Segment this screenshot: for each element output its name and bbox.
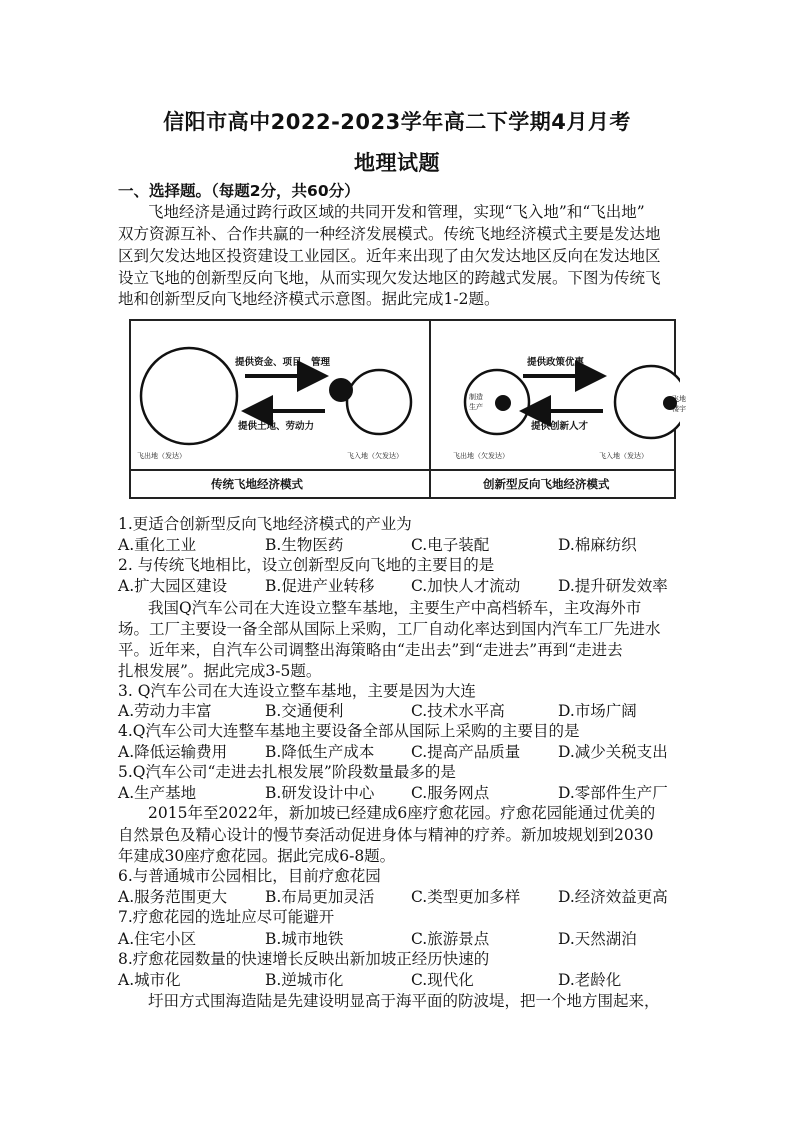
question-5-options	[118, 783, 678, 803]
option-c: C.现代化	[411, 971, 474, 989]
passage-line: 扎根发展”。据此完成3-5题。	[118, 662, 322, 680]
passage-line: 区到欠发达地区投资建设工业园区。近年来出现了由欠发达地区反向在发达地区	[118, 247, 661, 265]
option-c: C.类型更加多样	[411, 888, 521, 906]
option-b: B.交通便利	[265, 702, 344, 720]
enclave-economy-figure	[125, 314, 686, 500]
production-label-1: 制造	[469, 393, 483, 401]
passage-line: 地和创新型反向飞地经济模式示意图。据此完成1-2题。	[118, 290, 500, 308]
passage-line: 2015年至2022年，新加坡已经建成6座疗愈花园。疗愈花园能通过优美的	[148, 804, 656, 822]
question-6-stem: 6.与普通城市公园相比，目前疗愈花园	[118, 867, 381, 885]
passage-line: 设立飞地的创新型反向飞地，从而实现欠发达地区的跨越式发展。下图为传统飞	[118, 269, 661, 287]
option-a: A.降低运输费用	[118, 743, 228, 761]
left-origin-label: 飞出地（发达）	[137, 452, 186, 460]
question-4-stem: 4.Q汽车公司大连整车基地主要设备全部从国际上采购的主要目的是	[118, 722, 580, 740]
option-a: A.住宅小区	[118, 930, 197, 948]
left-destination-label: 飞入地（欠发达）	[347, 452, 403, 460]
option-b: B.逆城市化	[265, 971, 344, 989]
question-3-stem: 3. Q汽车公司在大连设立整车基地，主要是因为大连	[118, 682, 476, 700]
passage-line: 飞地经济是通过跨行政区域的共同开发和管理，实现“飞入地”和“飞出地”	[148, 203, 645, 221]
passage-line: 圩田方式围海造陆是先建设明显高于海平面的防波堤，把一个地方围起来，	[148, 992, 660, 1010]
option-d: D.天然湖泊	[558, 930, 637, 948]
left-arrow-bottom-label: 提供土地、劳动力	[238, 421, 315, 432]
option-d: D.经济效益更高	[558, 888, 668, 906]
option-d: D.老龄化	[558, 971, 622, 989]
exam-title: 信阳市高中2022-2023学年高二下学期4月月考	[163, 110, 631, 134]
passage-line: 自然景色及精心设计的慢节奏活动促进身体与精神的疗养。新加坡规划到2030	[118, 826, 654, 844]
question-1-options	[118, 535, 678, 555]
left-arrow-top-label: 提供资金、项目、管理	[235, 357, 331, 368]
question-2-stem: 2. 与传统飞地相比，设立创新型反向飞地的主要目的是	[118, 556, 495, 574]
option-c: C.服务网点	[411, 784, 490, 802]
option-a: A.生产基地	[118, 784, 197, 802]
question-6-options	[118, 887, 678, 907]
question-7-stem: 7.疗愈花园的选址应尽可能避开	[118, 908, 335, 926]
option-d: D.零部件生产厂	[558, 784, 668, 802]
question-8-stem: 8.疗愈花园数量的快速增长反映出新加坡正经历快速的	[118, 950, 490, 968]
option-a: A.城市化	[118, 971, 181, 989]
question-2-options	[118, 576, 678, 596]
option-c: C.旅游景点	[411, 930, 490, 948]
option-a: A.扩大园区建设	[118, 577, 228, 595]
option-c: C.电子装配	[411, 536, 490, 554]
production-label-2: 生产	[469, 403, 483, 411]
enclave-building-label-1: 飞地	[672, 395, 686, 403]
right-origin-label: 飞出地（欠发达）	[453, 452, 509, 460]
option-d: D.棉麻纺织	[558, 536, 637, 554]
right-production-dot	[495, 395, 511, 411]
figure-drawing	[125, 314, 680, 500]
option-b: B.布局更加灵活	[265, 888, 375, 906]
passage-line: 双方资源互补、合作共赢的一种经济发展模式。传统飞地经济模式主要是发达地	[118, 225, 661, 243]
left-big-circle	[141, 348, 237, 444]
option-d: D.市场广阔	[558, 702, 637, 720]
option-a: A.服务范围更大	[118, 888, 228, 906]
option-b: B.生物医药	[265, 536, 344, 554]
enclave-building-label-2: 楼宇	[672, 405, 686, 413]
left-caption: 传统飞地经济模式	[211, 477, 303, 491]
right-arrow-bottom-label: 提供创新人才	[531, 421, 589, 432]
option-b: B.城市地铁	[265, 930, 344, 948]
right-arrow-top-label: 提供政策优惠	[527, 357, 585, 368]
option-a: A.重化工业	[118, 536, 197, 554]
option-b: B.促进产业转移	[265, 577, 375, 595]
option-b: B.研发设计中心	[265, 784, 375, 802]
option-a: A.劳动力丰富	[118, 702, 212, 720]
option-c: C.加快人才流动	[411, 577, 521, 595]
question-8-options	[118, 970, 678, 990]
passage-line: 平。近年来，自汽车公司调整出海策略由“走出去”到“走进去”再到“走进去	[118, 641, 623, 659]
right-destination-label: 飞入地（发达）	[599, 452, 648, 460]
question-1-stem: 1.更适合创新型反向飞地经济模式的产业为	[118, 515, 412, 533]
option-c: C.技术水平高	[411, 702, 505, 720]
passage-line: 场。工厂主要设一备全部从国际上采购，工厂自动化率达到国内汽车工厂先进水	[118, 620, 661, 638]
question-7-options	[118, 929, 678, 949]
passage-line: 我国Q汽车公司在大连设立整车基地，主要生产中高档轿车，主攻海外市	[148, 599, 642, 617]
passage-line: 年建成30座疗愈花园。据此完成6-8题。	[118, 847, 396, 865]
option-d: D.提升研发效率	[558, 577, 668, 595]
section-heading: 一、选择题。（每题2分，共60分）	[118, 182, 360, 200]
right-caption: 创新型反向飞地经济模式	[483, 477, 610, 491]
question-4-options	[118, 742, 678, 762]
option-c: C.提高产品质量	[411, 743, 521, 761]
exam-subtitle: 地理试题	[354, 151, 440, 175]
question-3-options	[118, 701, 678, 721]
option-b: B.降低生产成本	[265, 743, 375, 761]
left-enclave-dot	[329, 378, 353, 402]
option-d: D.减少关税支出	[558, 743, 668, 761]
question-5-stem: 5.Q汽车公司“走进去扎根发展”阶段数量最多的是	[118, 763, 456, 781]
left-small-circle	[347, 370, 411, 434]
